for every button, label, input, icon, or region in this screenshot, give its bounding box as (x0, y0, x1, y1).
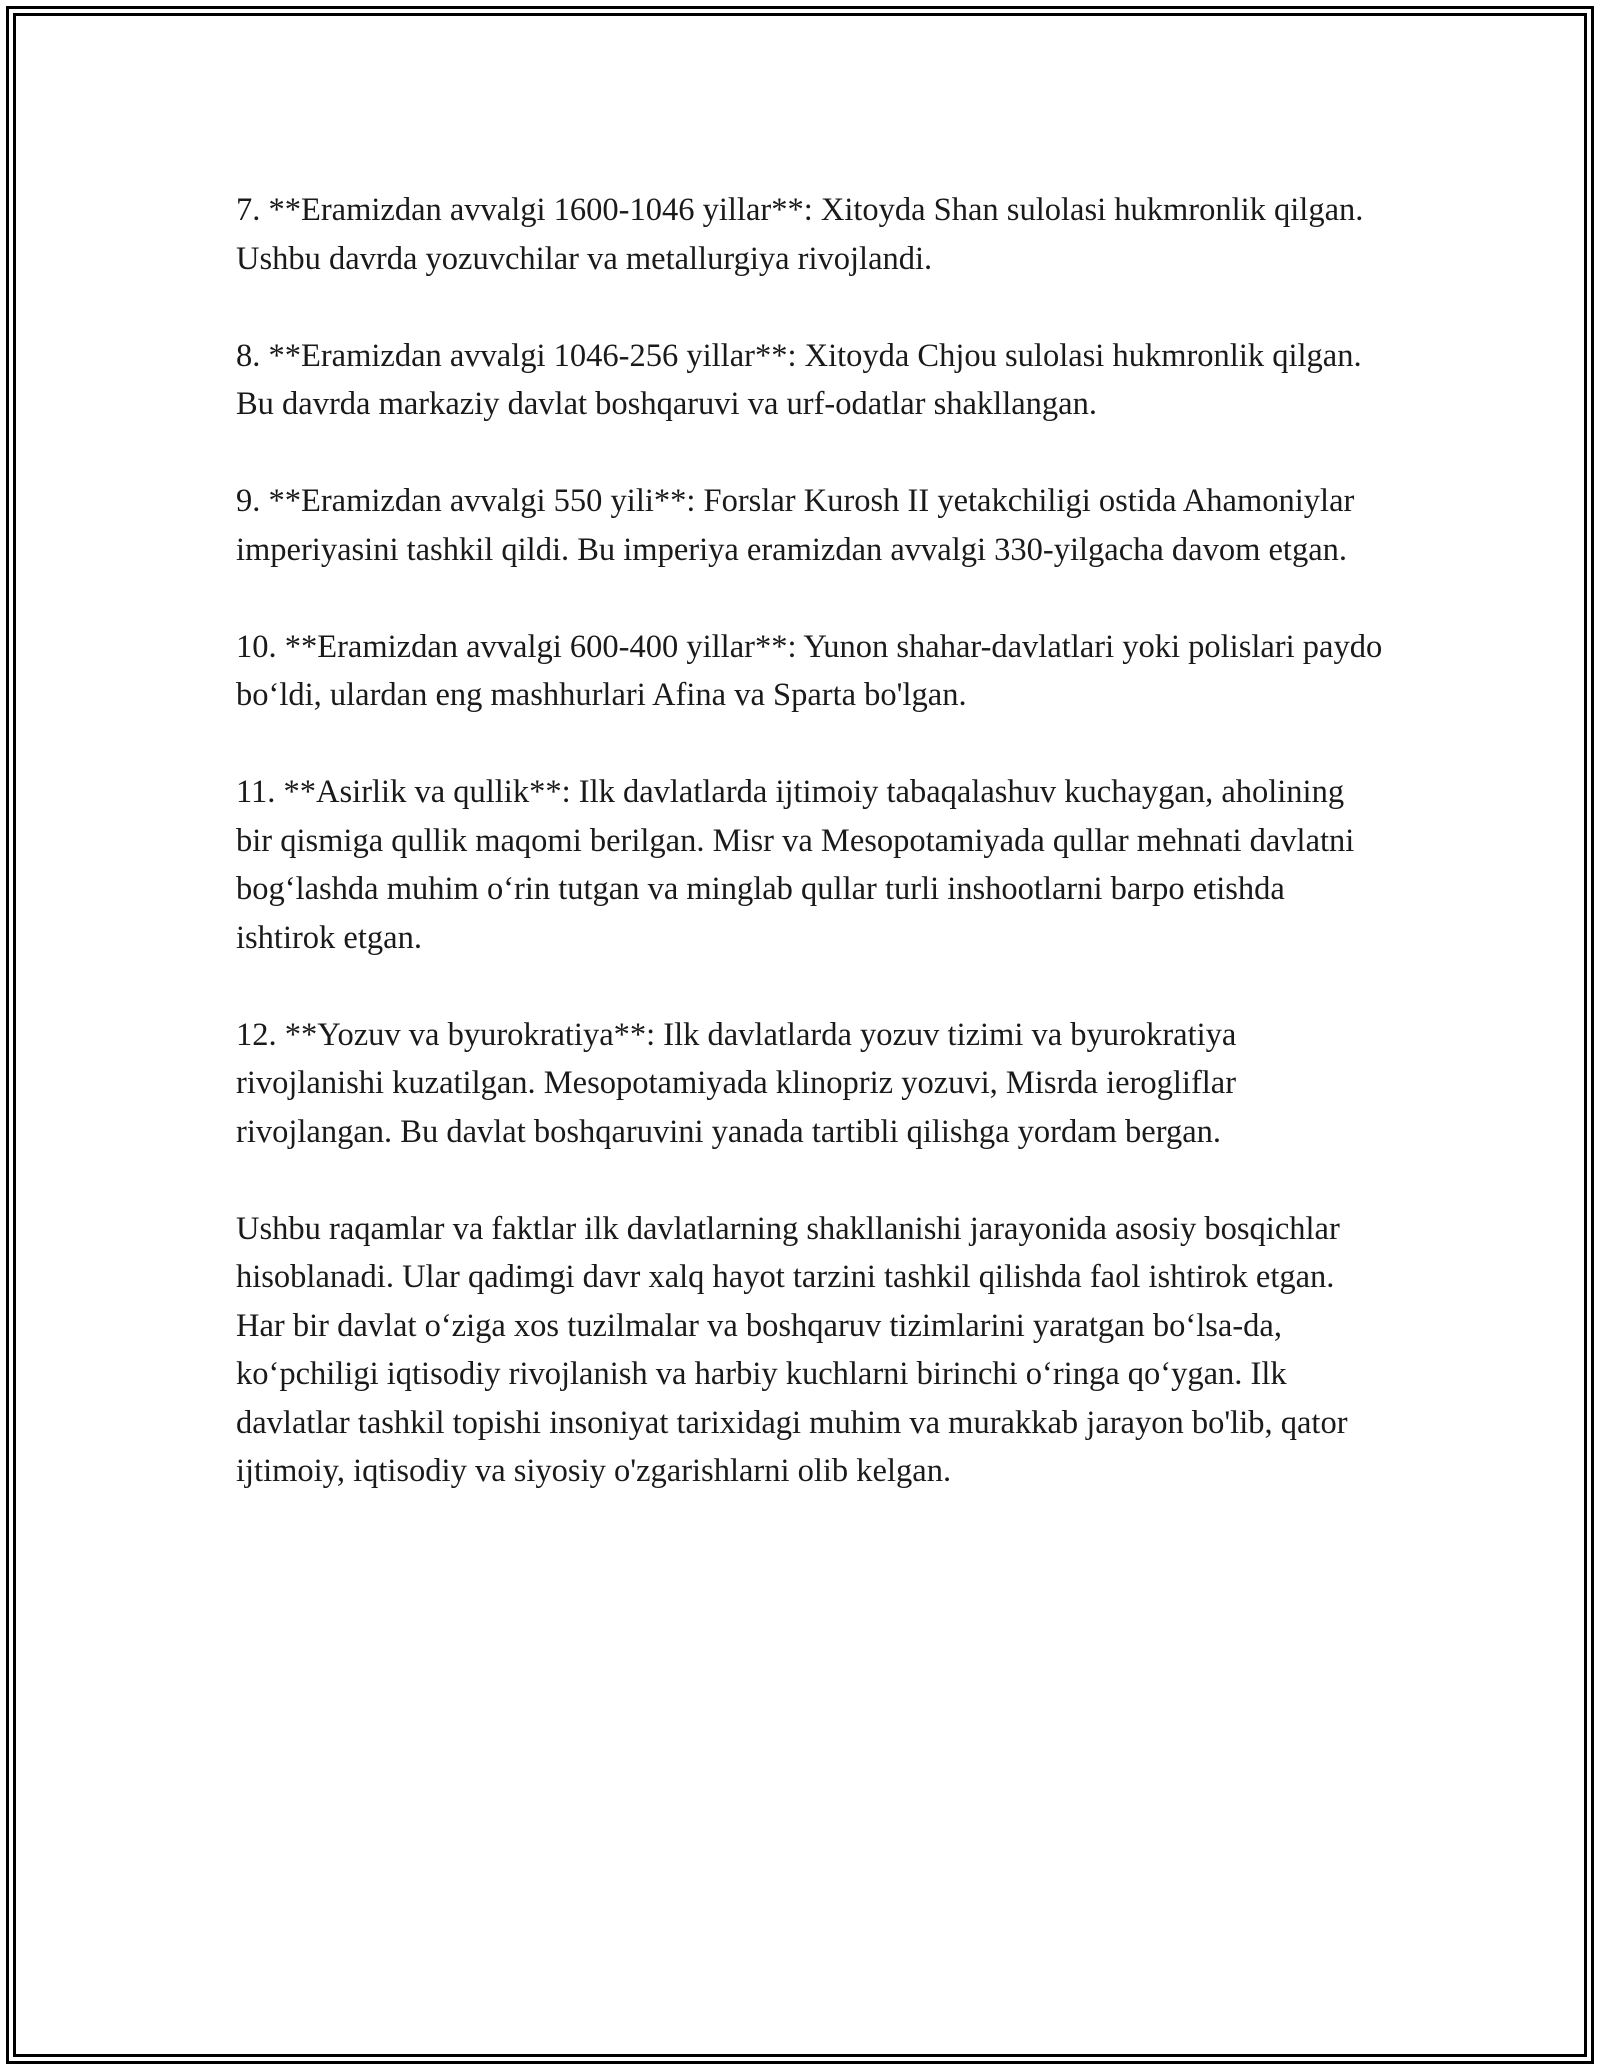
document-body (236, 186, 1386, 1544)
paragraph-item-11: 11. **Asirlik va qullik**: Ilk davlatlarda ijtimoiy tabaqalashuv kuchaygan, aholining bir qismiga qullik maqomi berilgan. Misr va Mesopotamiyada qullar mehnati davlatni bog‘lashda muhim o‘rin tutgan va minglab qullar turli inshootlarni barpo etishda ishtirok etgan. (236, 774, 1355, 956)
paragraph-item-12: 12. **Yozuv va byurokratiya**: Ilk davlatlarda yozuv tizimi va byurokratiya rivojlanishi kuzatilgan. Mesopotamiyada klinopriz yozuvi, Misrda ierogliflar rivojlangan. Bu davlat boshqaruvini yanada tartibli qilishga yordam bergan. (236, 1016, 1237, 1150)
paragraph-conclusion: Ushbu raqamlar va faktlar ilk davlatlarning shakllanishi jarayonida asosiy bosqichlar hisoblanadi. Ular qadimgi davr xalq hayot tarzini tashkil qilishda faol ishtirok etgan. Har bir davlat o‘ziga xos tuzilmalar va boshqaruv tizimlarini yaratgan bo‘lsa-da, ko‘pchiligi iqtisodiy rivojlanish va harbiy kuchlarni birinchi o‘ringa qo‘ygan. Ilk davlatlar tashkil topishi insoniyat tarixidagi muhim va murakkab jarayon bo'lib, qator ijtimoiy, iqtisodiy va siyosiy o'zgarishlarni olib kelgan. (236, 1210, 1348, 1489)
paragraph-item-10: 10. **Eramizdan avvalgi 600-400 yillar**: Yunon shahar-davlatlari yoki polislari paydo bo‘ldi, ulardan eng mashhurlari Afina va Sparta bo'lgan. (236, 628, 1383, 713)
paragraph-item-8: 8. **Eramizdan avvalgi 1046-256 yillar**: Xitoyda Chjou sulolasi hukmronlik qilgan. Bu davrda markaziy davlat boshqaruvi va urf-odatlar shakllangan. (236, 337, 1362, 422)
paragraph-item-7: 7. **Eramizdan avvalgi 1600-1046 yillar**: Xitoyda Shan sulolasi hukmronlik qilgan. Ushbu davrda yozuvchilar va metallurgiya rivojlandi. (236, 192, 1364, 277)
paragraph-item-9: 9. **Eramizdan avvalgi 550 yili**: Forslar Kurosh II yetakchiligi ostida Ahamoniylar imperiyasini tashkil qildi. Bu imperiya eramizdan avvalgi 330-yilgacha davom etgan. (236, 483, 1355, 568)
